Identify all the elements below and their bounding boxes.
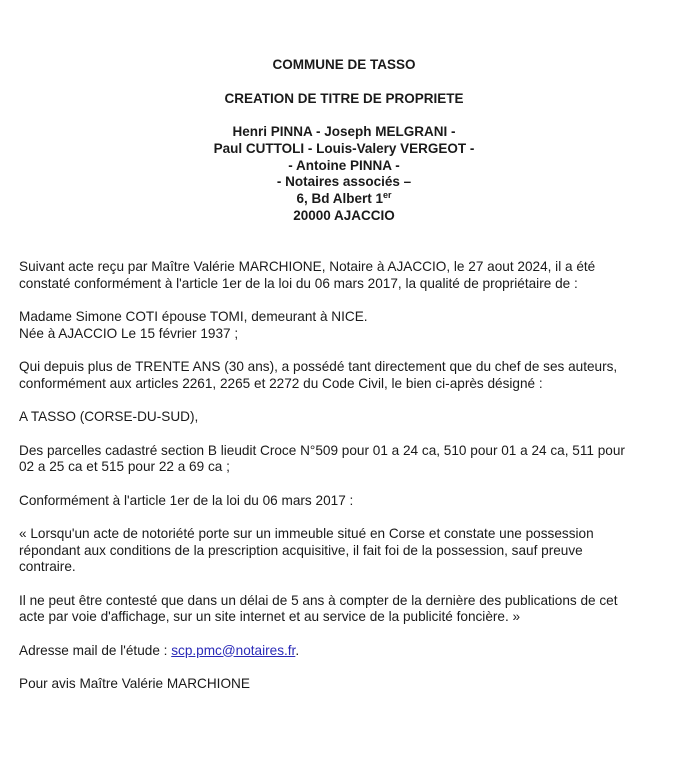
notaries-block <box>0 124 688 225</box>
paragraph-line: Suivant acte reçu par Maître Valérie MARCHIONE, Notaire à AJACCIO, le 27 aout 2024, il a été <box>19 259 596 274</box>
paragraph-deed <box>19 259 689 292</box>
signature: Pour avis Maître Valérie MARCHIONE <box>19 676 250 691</box>
notaries-line-4: - Notaires associés – <box>276 174 412 190</box>
paragraph-line: constaté conformément à l'article 1er de la loi du 06 mars 2017, la qualité de propriétaire de : <box>19 275 578 291</box>
paragraph-law-quote-1 <box>19 526 689 576</box>
notaries-line-3: - Antoine PINNA - <box>288 157 400 173</box>
paragraph-owner <box>19 309 689 342</box>
notaries-line-2: Paul CUTTOLI - Louis-Valery VERGEOT - <box>213 140 475 156</box>
paragraph-signature <box>19 676 689 693</box>
paragraph-location <box>19 409 689 426</box>
paragraph-law-quote-2 <box>19 593 689 626</box>
paragraph-line: Madame Simone COTI épouse TOMI, demeurant à NICE. <box>19 309 368 324</box>
address-street: 6, Bd Albert 1 <box>296 191 383 207</box>
paragraph-line: acte par voie d'affichage, sur un site internet et au service de la publicité foncière. » <box>19 609 521 624</box>
paragraph-line: Qui depuis plus de TRENTE ANS (30 ans), a possédé tant directement que du chef de ses auteurs, <box>19 359 618 374</box>
paragraph-line: Conformément à l'article 1er de la loi du 06 mars 2017 : <box>19 492 354 508</box>
paragraph-line: répondant aux conditions de la prescription acquisitive, il fait foi de la possession, sauf preuve <box>19 542 583 558</box>
paragraph-law-reference <box>19 493 689 510</box>
paragraph-line: Il ne peut être contesté que dans un délai de 5 ans à compter de la dernière des publications de cet <box>19 592 618 608</box>
notaries-city: 20000 AJACCIO <box>293 207 395 223</box>
paragraph-line: Née à AJACCIO Le 15 février 1937 ; <box>19 325 239 341</box>
email-suffix: . <box>295 642 300 658</box>
notaries-address <box>0 191 688 208</box>
paragraph-line: 02 a 25 ca et 515 pour 22 a 69 ca ; <box>19 459 230 474</box>
email-link[interactable]: scp.pmc@notaires.fr <box>171 642 296 658</box>
document-body <box>19 259 689 710</box>
address-superscript: er <box>383 190 392 201</box>
paragraph-line: contraire. <box>19 559 76 574</box>
commune-title: COMMUNE DE TASSO <box>272 57 416 72</box>
paragraph-parcels <box>19 443 689 476</box>
email-label: Adresse mail de l'étude : <box>19 642 172 658</box>
paragraph-line: conformément aux articles 2261, 2265 et 2272 du Code Civil, le bien ci-après désigné : <box>19 375 543 391</box>
paragraph-line: « Lorsqu'un acte de notoriété porte sur un immeuble situé en Corse et constate une possession <box>19 526 594 541</box>
document-title: CREATION DE TITRE DE PROPRIETE <box>224 91 464 106</box>
document-header <box>0 56 688 225</box>
paragraph-line: A TASSO (CORSE-DU-SUD), <box>19 409 199 424</box>
paragraph-email <box>19 643 689 660</box>
notaries-line-1: Henri PINNA - Joseph MELGRANI - <box>232 124 456 139</box>
paragraph-possession <box>19 359 689 392</box>
paragraph-line: Des parcelles cadastré section B lieudit Croce N°509 pour 01 a 24 ca, 510 pour 01 a 24 ca, 511 pour <box>19 442 625 458</box>
